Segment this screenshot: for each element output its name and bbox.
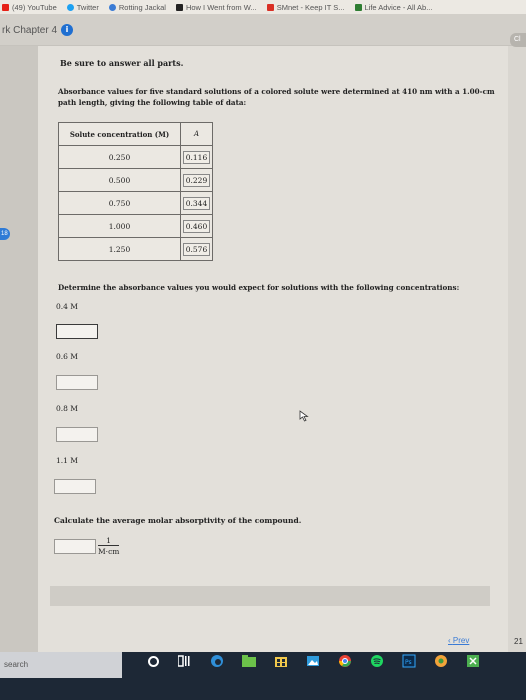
taskbar-search[interactable]: search bbox=[0, 652, 122, 678]
unit-fraction bbox=[98, 536, 119, 556]
absorbance-value: 0.116 bbox=[183, 151, 210, 164]
photos-icon[interactable] bbox=[306, 654, 320, 668]
absorbance-cell bbox=[181, 169, 213, 192]
gmail-icon bbox=[267, 4, 274, 11]
file-explorer-icon[interactable] bbox=[242, 654, 256, 668]
column-header-absorbance: A bbox=[181, 123, 213, 146]
cortana-icon[interactable] bbox=[146, 654, 160, 668]
twitter-icon bbox=[67, 4, 74, 11]
column-header-concentration: Solute concentration (M) bbox=[59, 123, 181, 146]
data-table bbox=[58, 122, 213, 261]
absorbance-value: 0.576 bbox=[183, 243, 210, 256]
instructions: Be sure to answer all parts. bbox=[60, 58, 184, 68]
progress-bar bbox=[50, 586, 490, 606]
bookmark-rotting-jackal[interactable] bbox=[109, 3, 166, 12]
windows-taskbar bbox=[0, 652, 526, 700]
bookmark-label: Twitter bbox=[76, 2, 99, 12]
bookmark-label: (49) YouTube bbox=[12, 2, 57, 12]
bookmark-label: SMnet - Keep IT S... bbox=[276, 2, 345, 12]
absorbance-cell bbox=[181, 146, 213, 169]
absorbance-value: 0.460 bbox=[183, 220, 210, 233]
bookmark-icon bbox=[355, 4, 362, 11]
side-question-badge[interactable]: 18 bbox=[0, 228, 10, 240]
youtube-icon bbox=[2, 4, 9, 11]
prev-link[interactable] bbox=[448, 636, 469, 645]
prev-label: Prev bbox=[452, 636, 470, 645]
absorbance-value: 0.344 bbox=[183, 197, 210, 210]
bookmark-label: Rotting Jackal bbox=[118, 2, 166, 12]
spotify-icon[interactable] bbox=[370, 654, 384, 668]
page-number: 21 bbox=[514, 637, 523, 646]
bookmark-youtube[interactable] bbox=[2, 3, 57, 12]
table-row bbox=[59, 192, 213, 215]
edge-icon[interactable] bbox=[210, 654, 224, 668]
bookmark-smnet[interactable] bbox=[267, 3, 345, 12]
store-icon[interactable] bbox=[274, 654, 288, 668]
left-rail bbox=[0, 46, 38, 652]
chapter-label: rk Chapter 4 bbox=[2, 24, 58, 36]
photoshop-icon[interactable] bbox=[402, 654, 416, 668]
app-icon[interactable] bbox=[466, 654, 480, 668]
bookmark-life-advice[interactable] bbox=[355, 3, 433, 12]
bookmark-icon bbox=[176, 4, 183, 11]
bookmarks-bar bbox=[0, 0, 526, 14]
bookmark-label: How I Went from W... bbox=[185, 2, 257, 12]
absorbance-cell bbox=[181, 215, 213, 238]
table-row bbox=[59, 146, 213, 169]
bookmark-how-i-went[interactable] bbox=[176, 3, 257, 12]
absorptivity-prompt: Calculate the average molar absorptivity of the compound. bbox=[54, 516, 302, 525]
concentration-cell: 1.000 bbox=[59, 215, 181, 238]
question-panel bbox=[38, 46, 508, 652]
assignment-header bbox=[0, 14, 526, 46]
mouse-cursor-icon bbox=[299, 410, 311, 422]
absorbance-value: 0.229 bbox=[183, 174, 210, 187]
table-row bbox=[59, 215, 213, 238]
absorptivity-input[interactable] bbox=[54, 539, 96, 554]
part-label-0-6: 0.6 M bbox=[56, 352, 78, 361]
answer-input-0-8[interactable] bbox=[56, 427, 98, 442]
taskbar-icons bbox=[146, 654, 480, 668]
concentration-cell: 0.250 bbox=[59, 146, 181, 169]
chevron-left-icon: ‹ bbox=[448, 636, 453, 645]
part-label-0-4: 0.4 M bbox=[56, 302, 78, 311]
concentration-cell: 1.250 bbox=[59, 238, 181, 261]
answer-input-1-1[interactable] bbox=[54, 479, 96, 494]
unit-denominator: M·cm bbox=[98, 547, 120, 556]
determine-prompt: Determine the absorbance values you would expect for solutions with the following concentrations: bbox=[58, 283, 460, 292]
part-label-0-8: 0.8 M bbox=[56, 404, 78, 413]
question-intro: Absorbance values for five standard solutions of a colored solute were determined at 410 nm with a 1.00-cm path length, giving the following table of data: bbox=[58, 87, 495, 107]
chapter-title bbox=[2, 24, 73, 36]
bookmark-label: Life Advice - All Ab... bbox=[364, 2, 433, 12]
absorbance-cell bbox=[181, 192, 213, 215]
game-icon[interactable] bbox=[434, 654, 448, 668]
bookmark-twitter[interactable] bbox=[67, 3, 99, 12]
answer-input-0-6[interactable] bbox=[56, 375, 98, 390]
table-row bbox=[59, 169, 213, 192]
table-row bbox=[59, 238, 213, 261]
chrome-icon[interactable] bbox=[338, 654, 352, 668]
bookmark-icon bbox=[109, 4, 116, 11]
task-view-icon[interactable] bbox=[178, 654, 192, 668]
unit-numerator: 1 bbox=[98, 536, 119, 546]
table-header-row bbox=[59, 123, 213, 146]
close-button[interactable]: Cl bbox=[510, 33, 526, 47]
answer-input-0-4[interactable] bbox=[56, 324, 98, 339]
concentration-cell: 0.500 bbox=[59, 169, 181, 192]
part-label-1-1: 1.1 M bbox=[56, 456, 78, 465]
svg-text:Ps: Ps bbox=[405, 659, 412, 666]
absorbance-cell bbox=[181, 238, 213, 261]
concentration-cell: 0.750 bbox=[59, 192, 181, 215]
info-icon[interactable]: i bbox=[61, 24, 73, 36]
